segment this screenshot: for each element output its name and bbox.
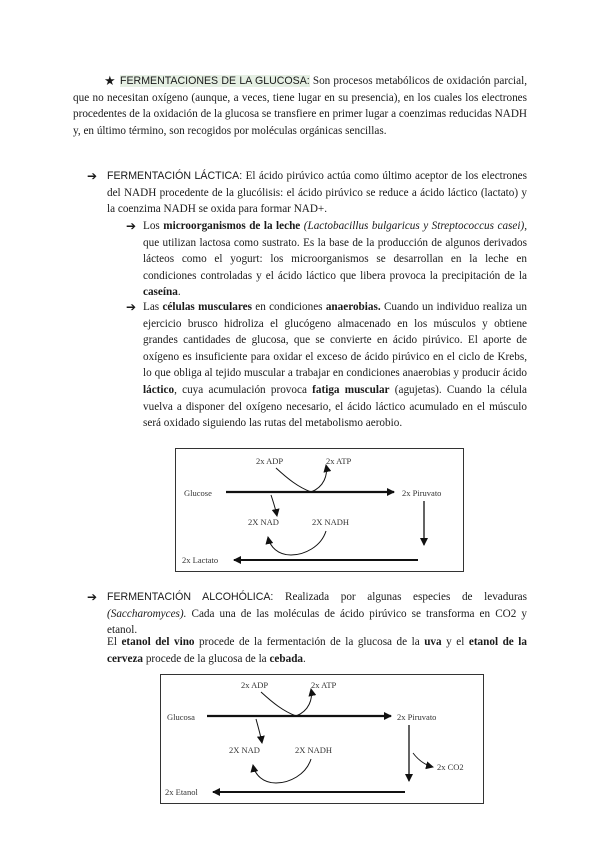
glucose-label: Glucosa [167,712,195,722]
alcoholic-fermentation-diagram [160,674,484,804]
text-run: (agujetas). Cuando la célula vuelva a disponer del oxígeno necesario, el ácido láctico acumulado en el músculo será oxidado siguiendo las rutas del metabolismo aerobio. [143,383,527,430]
milk-microorganisms-paragraph [143,218,527,301]
bold-term: caseína [143,286,178,299]
nadh-label: 2X NADH [295,745,333,755]
adp-atp-curve [261,689,311,716]
arrow-bullet-icon: ➔ [87,590,98,604]
species-name: (Saccharomyces). [107,607,187,620]
ethanol-label: 2x Etanol [165,787,198,797]
intro-paragraph [73,73,527,139]
species-names: (Lactobacillus bulgaricus y Streptococcus casei), [303,220,527,232]
nad-label: 2X NAD [248,517,279,527]
nad-reduction-arrow [256,719,262,743]
text-run: que utilizan lactosa como sustrato. Es la base de la producción de algunos derivados lácteos como el yogurt: los microorganismos se desarrollan en la leche en condiciones controladas y el ácido láctico que libera provoca la precipitación de la [143,236,527,282]
text-run: , cuya acumulación provoca [174,383,313,396]
text-run: El [107,636,122,648]
star-bullet-icon: ★ [104,73,116,88]
glucose-label: Glucose [184,488,212,498]
text-run: Cuando un individuo realiza un ejercicio brusco hidroliza el glucógeno almacenado en los músculos y obtiene grandes cantidades de glucosa, que se convierte en ácido pirúvico. El aporte de oxígeno es insuficiente para oxidar el exceso de ácido pirúvico en el ciclo de Krebs, lo que obliga al tejido muscular a trabajar en condiciones anaerobias y producir ácido [143,301,527,380]
lactate-label: 2x Lactato [182,555,219,565]
muscle-cells-paragraph [143,299,527,432]
co2-label: 2x CO2 [437,762,464,772]
lactic-fermentation-diagram [175,448,464,572]
text-run: Los [143,220,164,232]
bold-term: anaerobias. [325,301,381,313]
text-run: procede de la glucosa de la [143,652,270,665]
lactica-text: El ácido pirúvico actúa como último aceptor de los electrones del NADH procedente de la glucólisis: el ácido pirúvico se reduce a ácido láctico (lactato) y la coenzima NADH se oxida para formar NAD+. [107,170,528,216]
bold-term: láctico [143,383,175,396]
bold-term: uva [424,636,442,648]
bold-term: cebada [269,652,304,665]
atp-label: 2x ATP [311,680,337,690]
adp-atp-curve [276,465,326,492]
adp-label: 2x ADP [241,680,269,690]
bold-term: células musculares [162,301,252,313]
text-run: procede de la fermentación de la glucosa de la [194,636,425,648]
text-run: Cada una de las moléculas de ácido pirúvico se transforma en CO2 y etanol. [107,607,527,637]
intro-text: Son procesos metabólicos de oxidación parcial, que no necesitan oxígeno (aunque, a veces, tiene lugar en su presencia), en los cuales los electrones procedentes de la oxidación de la glucosa se transfiere en primer lugar a coenzimas reducidas NADH y, en último término, son recogidos por moléculas orgánicas sencillas. [73,75,527,137]
nadh-label: 2X NADH [312,517,350,527]
text-run: en condiciones [251,301,326,313]
bold-term: etanol de la cerveza [107,636,527,665]
ethanol-origin-paragraph [107,634,527,667]
nadh-oxidation-arrow [253,759,311,783]
nadh-oxidation-arrow [268,531,326,555]
atp-label: 2x ATP [326,456,352,466]
pyruvate-label: 2x Piruvato [402,488,442,498]
text-run: Realizada por algunas especies de levaduras [273,591,527,603]
section-title: FERMENTACIONES DE LA GLUCOSA: [120,75,310,87]
nad-label: 2X NAD [229,745,260,755]
bold-term: microorganismos de la leche [163,220,301,232]
alcoholica-heading: FERMENTACIÓN ALCOHÓLICA: [107,591,274,603]
bold-term: etanol del vino [121,636,195,648]
pyruvate-label: 2x Piruvato [397,712,437,722]
nad-reduction-arrow [271,495,277,516]
lactica-paragraph [107,168,527,218]
text-run: . [303,652,306,665]
text-run: y el [441,636,469,648]
bold-term: fatiga muscular [312,383,390,396]
co2-release-arrow [413,753,433,767]
text-run: . [177,286,181,299]
arrow-bullet-icon: ➔ [126,219,137,233]
alcoholica-paragraph [107,589,527,639]
lactica-heading: FERMENTACIÓN LÁCTICA: [107,170,243,182]
adp-label: 2x ADP [256,456,284,466]
arrow-bullet-icon: ➔ [87,169,98,183]
text-run: Las [143,301,163,313]
arrow-bullet-icon: ➔ [126,300,137,314]
